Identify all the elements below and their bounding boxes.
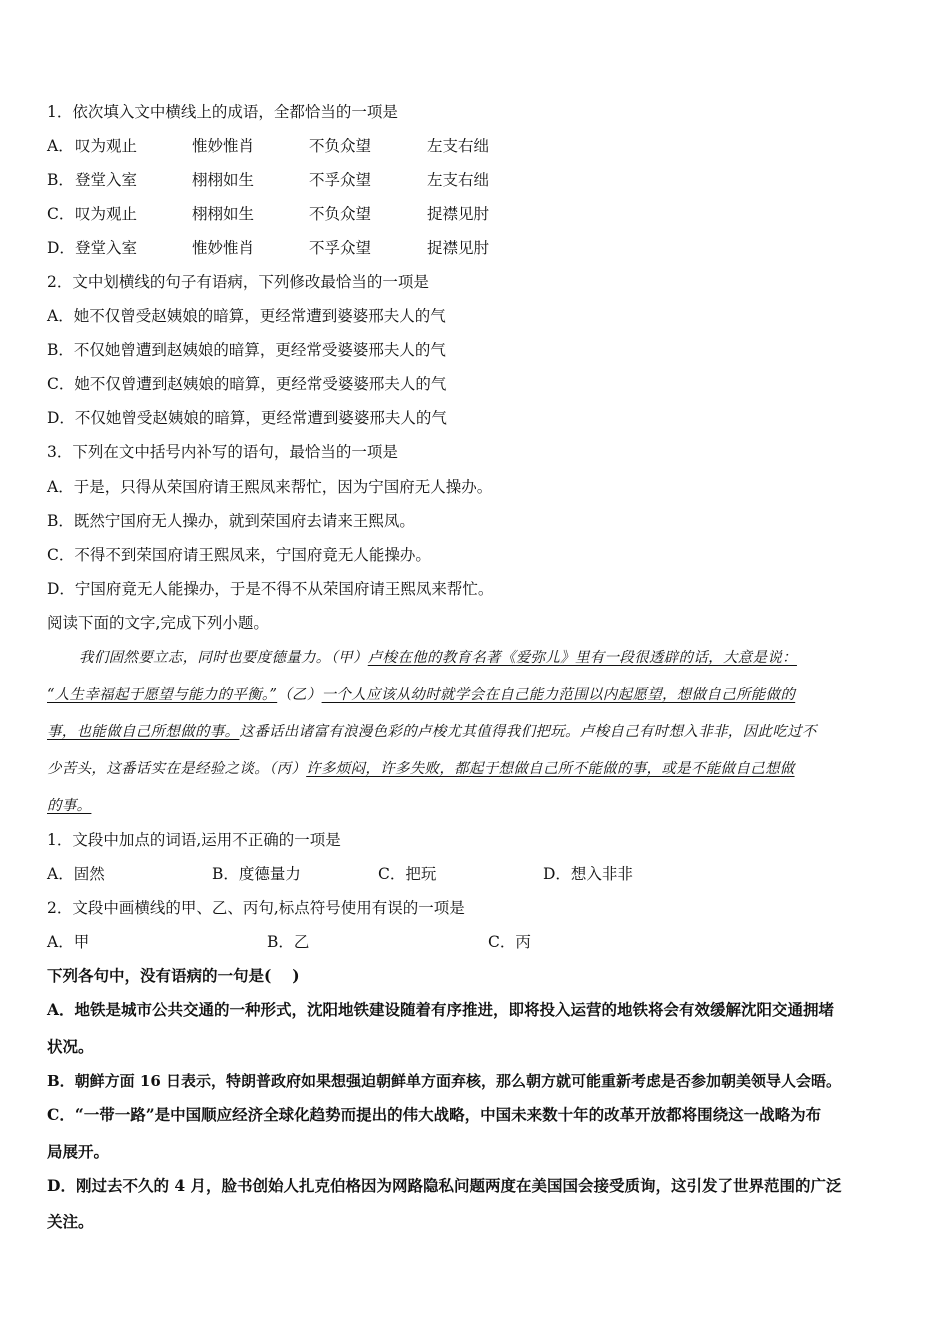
passage-text: 少苦头，这番话实在是经验之谈。（丙） bbox=[47, 761, 307, 777]
option-item: 捉襟见肘 bbox=[427, 239, 490, 257]
option-item: 栩栩如生 bbox=[192, 171, 255, 189]
passage-line-5 bbox=[47, 796, 91, 816]
option-item: 栩栩如生 bbox=[192, 205, 255, 223]
question-3-option-a: A．于是，只得从荣国府请王熙凤来帮忙，因为宁国府无人操办。 bbox=[47, 478, 493, 496]
reading-instruction: 阅读下面的文字,完成下列小题。 bbox=[47, 614, 269, 632]
option-c: C．丙 bbox=[488, 933, 531, 951]
grammar-option-a-cont: 状况。 bbox=[47, 1037, 94, 1056]
option-a: A．固然 bbox=[47, 865, 105, 883]
passage-line-3 bbox=[47, 722, 817, 742]
option-label: A． bbox=[47, 137, 74, 155]
question-3-option-b: B．既然宁国府无人操办，就到荣国府去请来王熙凤。 bbox=[47, 512, 415, 530]
option-item: 登堂入室 bbox=[75, 239, 138, 257]
passage-text: （乙） bbox=[277, 687, 322, 703]
passage-line-1 bbox=[79, 648, 797, 668]
question-2-option-d: D．不仅她曾受赵姨娘的暗算，更经常遭到婆婆邢夫人的气 bbox=[47, 409, 447, 427]
option-item: 左支右绌 bbox=[427, 171, 490, 189]
sentence-yi: 一个人应该从幼时就学会在自己能力范围以内起愿望，想做自己所能做的 bbox=[321, 687, 796, 703]
question-3-option-c: C．不得不到荣国府请王熙凤来，宁国府竟无人能操办。 bbox=[47, 546, 431, 564]
question-3-option-d: D．宁国府竟无人能操办，于是不得不从荣国府请王熙凤来帮忙。 bbox=[47, 580, 494, 598]
option-item: 不负众望 bbox=[309, 205, 372, 223]
option-item: 捉襟见肘 bbox=[427, 205, 490, 223]
passage-line-2 bbox=[47, 685, 795, 705]
grammar-option-b: B．朝鲜方面 16 日表示，特朗普政府如果想强迫朝鲜单方面弃核，那么朝方就可能重新考虑是否参加朝美领导人会晤。 bbox=[47, 1072, 842, 1090]
question-2-stem: 2．文中划横线的句子有语病，下列修改最恰当的一项是 bbox=[47, 273, 429, 291]
grammar-option-c: C．“一带一路”是中国顺应经济全球化趋势而提出的伟大战略，中国未来数十年的改革开放都将围绕这一战略为布 bbox=[47, 1105, 822, 1124]
option-item: 不孚众望 bbox=[309, 239, 372, 257]
option-label: C． bbox=[47, 205, 75, 223]
sentence-jia: 卢梭在他的教育名著《爱弥儿》里有一段很透辟的话，大意是说： bbox=[367, 650, 797, 666]
question-2-option-b: B．不仅她曾遭到赵姨娘的暗算，更经常受婆婆邢夫人的气 bbox=[47, 341, 446, 359]
option-a: A．甲 bbox=[47, 933, 90, 951]
sentence-bing: 许多烦闷，许多失败，都起于想做自己所不能做的事，或是不能做自己想做 bbox=[306, 761, 795, 777]
question-2-option-a: A．她不仅曾受赵姨娘的暗算，更经常遭到婆婆邢夫人的气 bbox=[47, 307, 446, 325]
option-item: 惟妙惟肖 bbox=[192, 137, 255, 155]
passage-line-4 bbox=[47, 759, 795, 779]
sentence-bing-end: 的事。 bbox=[47, 798, 92, 814]
option-item: 叹为观止 bbox=[75, 205, 138, 223]
sentence-jia-quote: “人生幸福起于愿望与能力的平衡。” bbox=[47, 687, 278, 703]
grammar-option-c-cont: 局展开。 bbox=[47, 1142, 110, 1161]
sentence-yi-end: 事，也能做自己所想做的事。 bbox=[47, 724, 240, 740]
question-2-option-c: C．她不仅曾遭到赵姨娘的暗算，更经常受婆婆邢夫人的气 bbox=[47, 375, 447, 393]
option-item: 左支右绌 bbox=[427, 137, 490, 155]
option-item: 不负众望 bbox=[309, 137, 372, 155]
grammar-question-stem: 下列各句中，没有语病的一句是( ) bbox=[47, 966, 300, 985]
option-d: D．想入非非 bbox=[543, 865, 633, 883]
option-label: B． bbox=[47, 171, 74, 189]
option-item: 登堂入室 bbox=[75, 171, 138, 189]
passage-text: 我们固然要立志，同时也要度德量力。（甲） bbox=[79, 650, 368, 666]
option-label: D． bbox=[47, 239, 75, 257]
option-item: 不孚众望 bbox=[309, 171, 372, 189]
option-c: C．把玩 bbox=[378, 865, 437, 883]
grammar-option-a: A．地铁是城市公共交通的一种形式，沈阳地铁建设随着有序推进，即将投入运营的地铁将会有效缓解沈阳交通拥堵 bbox=[47, 1000, 835, 1019]
question-3-stem: 3．下列在文中括号内补写的语句，最恰当的一项是 bbox=[47, 443, 398, 461]
reading-question-2-stem: 2．文段中画横线的甲、乙、丙句,标点符号使用有误的一项是 bbox=[47, 899, 465, 917]
option-b: B．度德量力 bbox=[212, 865, 301, 883]
passage-text: 这番话出诸富有浪漫色彩的卢梭尤其值得我们把玩。卢梭自己有时想入非非，因此吃过不 bbox=[239, 724, 817, 740]
reading-question-1-stem: 1．文段中加点的词语,运用不正确的一项是 bbox=[47, 831, 341, 849]
grammar-option-d-cont: 关注。 bbox=[47, 1212, 94, 1231]
option-item: 惟妙惟肖 bbox=[192, 239, 255, 257]
question-1-stem: 1．依次填入文中横线上的成语，全都恰当的一项是 bbox=[47, 103, 398, 121]
option-item: 叹为观止 bbox=[75, 137, 138, 155]
grammar-option-d: D．刚过去不久的 4 月，脸书创始人扎克伯格因为网路隐私问题两度在美国国会接受质询，这引发了世界范围的广泛 bbox=[47, 1176, 842, 1195]
option-b: B．乙 bbox=[267, 933, 310, 951]
